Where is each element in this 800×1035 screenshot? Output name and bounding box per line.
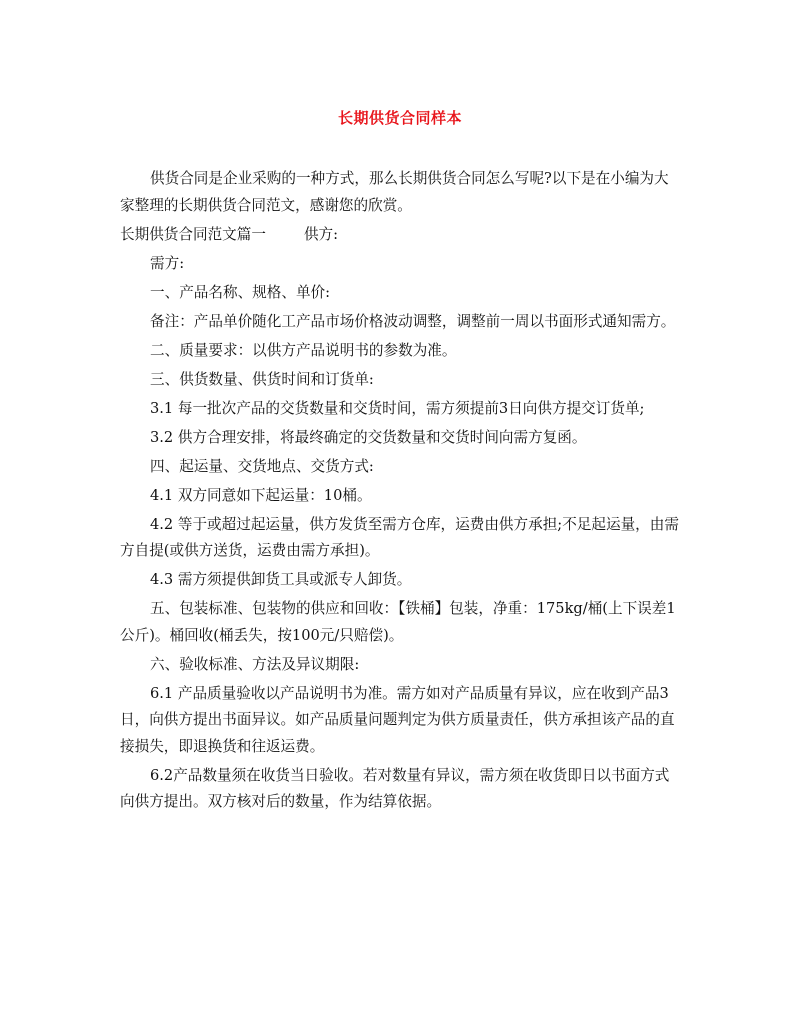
document-title: 长期供货合同样本 bbox=[337, 109, 462, 127]
clause-4-1: 4.1 双方同意如下起运量：10桶。 bbox=[150, 486, 372, 504]
section-heading: 长期供货合同范文篇一 bbox=[120, 225, 266, 243]
clause-3-heading: 三、供货数量、供货时间和订货单: bbox=[150, 370, 374, 388]
clause-4-heading: 四、起运量、交货地点、交货方式: bbox=[150, 457, 374, 475]
clause-3-2: 3.2 供方合理安排，将最终确定的交货数量和交货时间向需方复函。 bbox=[150, 428, 587, 446]
clause-6-2: 6.2产品数量须在收货当日验收。若对数量有异议，需方须在收货即日以书面方式向供方提出。双方核对后的数量，作为结算依据。 bbox=[120, 766, 670, 810]
document-body bbox=[120, 166, 682, 818]
clause-3-1: 3.1 每一批次产品的交货数量和交货时间，需方须提前3日向供方提交订货单; bbox=[150, 399, 645, 417]
clause-6-1: 6.1 产品质量验收以产品说明书为准。需方如对产品质量有异议，应在收到产品3日，向供方提出书面异议。如产品质量问题判定为供方质量责任，供方承担该产品的直接损失，即退换货和往返运费。 bbox=[120, 684, 675, 755]
clause-4-3: 4.3 需方须提供卸货工具或派专人卸货。 bbox=[150, 571, 412, 588]
intro-paragraph: 供货合同是企业采购的一种方式，那么长期供货合同怎么写呢?以下是在小编为大家整理的长期供货合同范文，感谢您的欣赏。 bbox=[120, 170, 669, 214]
clause-4-2: 4.2 等于或超过起运量，供方发货至需方仓库，运费由供方承担;不足起运量，由需方自提(或供方送货，运费由需方承担)。 bbox=[120, 515, 679, 559]
price-note: 备注：产品单价随化工产品市场价格波动调整，调整前一周以书面形式通知需方。 bbox=[150, 312, 676, 330]
clause-2-quality: 二、质量要求：以供方产品说明书的参数为准。 bbox=[150, 341, 457, 359]
section-heading-line bbox=[120, 222, 682, 249]
clause-1-heading: 一、产品名称、规格、单价: bbox=[150, 283, 331, 301]
supplier-label: 供方: bbox=[303, 225, 339, 243]
buyer-label: 需方: bbox=[150, 254, 185, 272]
clause-5-packaging: 五、包装标准、包装物的供应和回收：【铁桶】包装，净重：175kg/桶(上下误差1公斤)。桶回收(桶丢失，按100元/只赔偿)。 bbox=[120, 600, 676, 644]
clause-6-heading: 六、验收标准、方法及异议期限: bbox=[150, 655, 360, 673]
